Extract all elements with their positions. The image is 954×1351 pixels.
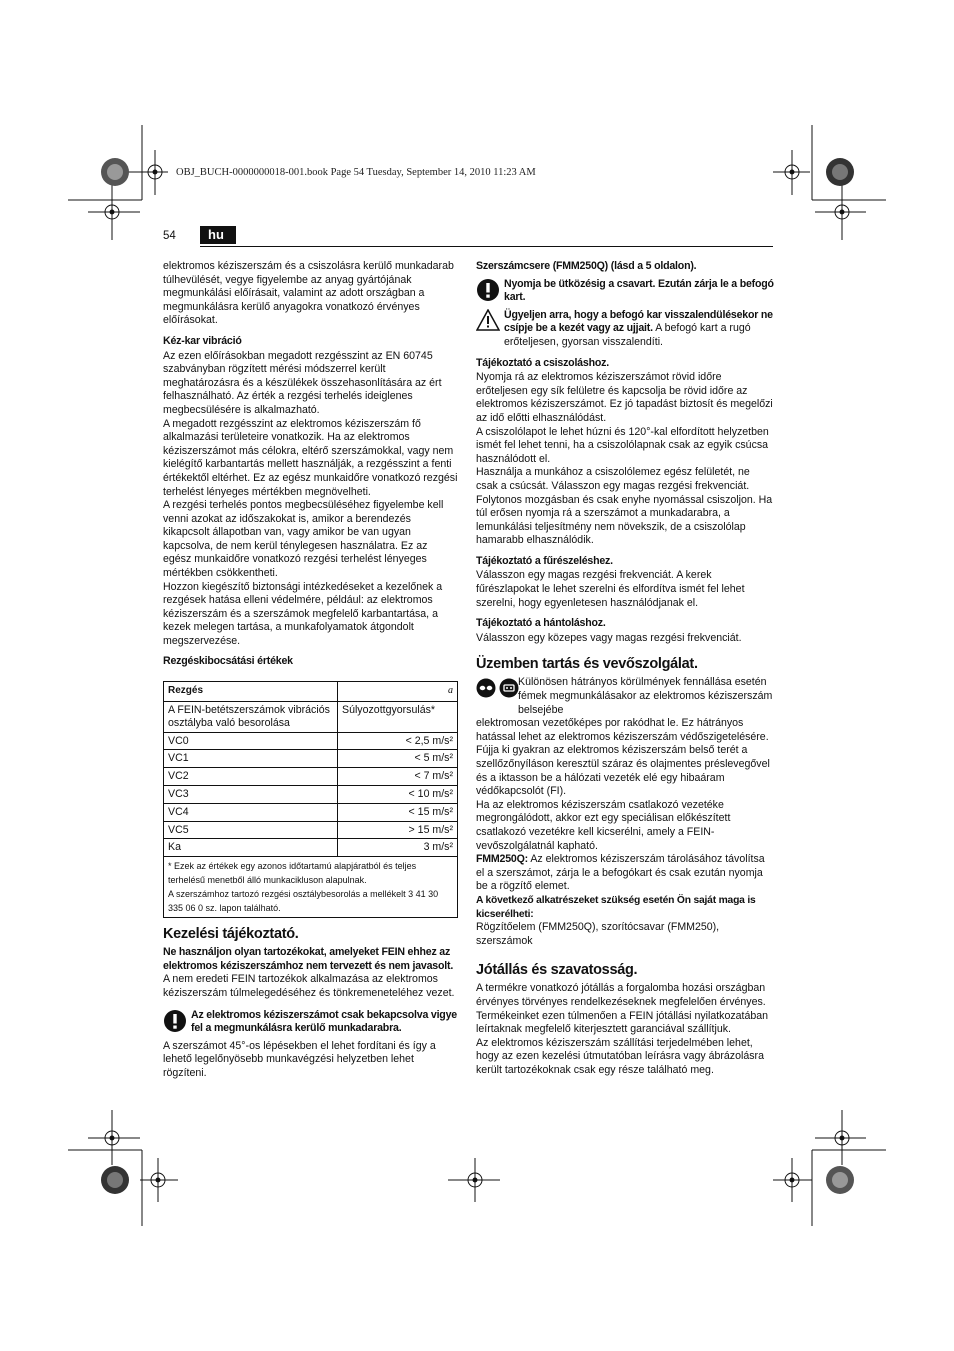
table-cell: Ka [164, 839, 338, 857]
table-cell: VC5 [164, 821, 338, 839]
eye-protection-icon [476, 678, 496, 698]
scraping-heading: Tájékoztató a hántoláshoz. [476, 617, 606, 630]
service-paragraph-2: Ha az elektromos kéziszerszám csatlakozó vezetéke megrongálódott, akkor ezt egy speciálisan előkészített csatlakozó vezetékre kell kicserélni, amely a FEIN-vevőszolgálatnál kapható. [476, 798, 731, 852]
table-footnote [164, 857, 458, 918]
attention-icon [163, 1009, 187, 1033]
table-cell: VC1 [164, 750, 338, 768]
warranty-paragraph-1: A termékre vonatkozó jótállás a forgalomba hozási országban érvényes törvényes rendelkezéseknek megfelelően érvényes. Termékeinket ezen túlmenően a FEIN jótállási nyilatkozatában leírtaknak megfelelő kiterjesztett garanciával szállítjuk. [476, 982, 769, 1036]
table-cell: > 15 m/s² [338, 821, 458, 839]
tool-warning-1-text: Nyomja be ütközésig a csavart. Ezután zárja le a befogó kart. [504, 277, 774, 304]
vibration-table [163, 681, 458, 918]
table-cell: < 10 m/s² [338, 786, 458, 804]
service-block [476, 676, 774, 798]
table-row [164, 768, 458, 786]
operating-warning-rest: A nem eredeti FEIN tartozékok alkalmazása az elektromos kéziszerszám túlmelegedéséhez és tönkremeneteléhez vezet. [163, 973, 455, 999]
sanding-paragraph-3: Használja a munkához a csiszolólemez egész felületét, ne csak a csúcsát. Válasszon egy magas rezgési frekvenciát. Folytonos mozgásban és csak enyhe nyomással csiszoljon. Ha túl erősen nyomja rá a szerszámot a munkadarabra, a lemunkálási teljesítmény nem növekszik, de a csiszolólap hamarabb elhasználódik. [476, 466, 773, 547]
table-row [164, 786, 458, 804]
language-badge: hu [200, 226, 236, 244]
table-header-vibration: Rezgés [164, 682, 338, 702]
table-cell: Súlyozottgyorsulás* [338, 702, 458, 733]
table-cell: VC0 [164, 732, 338, 750]
tool-warning-2-bold: Ügyeljen arra, hogy a befogó kar visszalendülésekor ne csípje be a kezét vagy az ujjait. [504, 308, 773, 335]
table-cell: VC4 [164, 803, 338, 821]
table-cell: VC3 [164, 786, 338, 804]
table-header-a: a [338, 682, 458, 702]
book-info-line: OBJ_BUCH-0000000018-001.book Page 54 Tuesday, September 14, 2010 11:23 AM [176, 167, 536, 178]
table-row [164, 821, 458, 839]
table-row [164, 750, 458, 768]
footnote-line-2: A szerszámhoz tartozó rezgési osztálybesorolás a mellékelt 3 41 30 335 06 0 sz. lapon található. [168, 889, 439, 914]
table-row [164, 702, 458, 733]
warranty-heading: Jótállás és szavatosság. [476, 962, 638, 979]
sawing-paragraph: Válasszon egy magas rezgési frekvenciát. A kerek fűrészlapokat le lehet szerelni és elfordítva ismét fel lehet szerelni, hogy egyenletesen használódjanak el. [476, 569, 745, 609]
tool-warning-2-rest: A befogó kart a rugó erőteljesen, gyorsan visszalendíti. [504, 322, 751, 348]
vibration-heading: Kéz-kar vibráció [163, 334, 242, 347]
sanding-heading: Tájékoztató a csiszoláshoz. [476, 356, 609, 369]
vibration-paragraph-3: A rezgési terhelés pontos megbecsüléséhez figyelembe kell venni azokat az időszakokat is, amikor a berendezés kikapcsolt állapotban van, vagy amikor be van ugyan kapcsolva, de nem kerül ténylegesen használatra. Ez az egész munkaidőre vonatkozó rezgési terhelést lényeges mértékben csökkentheti. [163, 499, 444, 580]
table-row [164, 839, 458, 857]
emission-heading: Rezgéskibocsátási értékek [163, 654, 293, 667]
operating-warning-bold: Ne használjon olyan tartozékokat, amelyeket FEIN ehhez az elektromos kéziszerszámhoz nem tervezett és nem javasolt. [163, 946, 454, 972]
parts-text: Rögzítőelem (FMM250Q), szorítócsavar (FMM250), szerszámok [476, 921, 720, 947]
service-lead-text: Különösen hátrányos körülmények fennállása esetén fémek megmunkálásakor az elektromos kéziszerszám belsejébe [518, 676, 773, 716]
operating-paragraph-1 [163, 946, 458, 1000]
service-continued-text: elektromosan vezetőképes por rakódhat le. Ez hátrányos hatással lehet az elektromos kéziszerszám védőszigetelésére. Fújja ki gyakran az elektromos kéziszerszám belső terét a szellőzőnyíláson keresztül száraz és olajmentes préslevegővel és a iktasson be a hálózati vezeték elé egy hibaáram védőkapcsolót (FI). [476, 717, 770, 798]
fmm-text: Az elektromos kéziszerszám tárolásához távolítsa el a szerszámot, zárja le a befogókart és csak ezután nyomja be a rögzítő elemet. [476, 853, 765, 893]
right-column [476, 260, 774, 1077]
table-row [164, 803, 458, 821]
operating-warning [163, 1009, 458, 1036]
tool-warning-2-text [504, 309, 774, 350]
sanding-paragraph-1: Nyomja rá az elektromos kéziszerszámot rövid időre erőteljesen egy sík felületre és kapcsolja be rövid időre az elektromos kéziszerszámot. Ez jó tapadást biztosít és megelőzi az idő előtti elhasználódást. [476, 371, 773, 424]
vibration-paragraph-4: Hozzon kiegészítő biztonsági intézkedéseket a kezelőnek a rezgések hatása elleni védelmére, például: az elektromos kéziszerszám és a szerszámok megfelelő karbantartása, a kezek melegen tartása, a munkafolyamatok átgondolt megszervezése. [163, 580, 443, 648]
intro-paragraph: elektromos kéziszerszám és a csiszolásra kerülő munkadarab túlhevülését, vegye figyelembe az anyag gyártójának megmunkálási előírásait, valamint az adott országban a megmunkálásra kerülő anyagokra vonatkozó érvényes előírásokat. [163, 260, 454, 327]
header-rule [200, 246, 773, 247]
table-cell: < 5 m/s² [338, 750, 458, 768]
sanding-paragraph-2: A csiszolólapot le lehet húzni és 120°-kal elfordított helyzetben ismét fel lehet tenni, ha a csiszolólapnak csak az egyik csúcsa használódott el. [476, 425, 769, 465]
table-cell: VC2 [164, 768, 338, 786]
tool-warning-2 [476, 309, 774, 350]
tool-change-heading: Szerszámcsere (FMM250Q) (lásd a 5 oldalon). [476, 260, 697, 272]
vibration-paragraph-1: Az ezen előírásokban megadott rezgésszint az EN 60745 szabványban rögzített mérési módszerrel került meghatározásra és a készülékek összehasonlítására az ért felhasználható. Az érték a rezgési terhelés ideiglenes megbecsülésére is alkalmazható. [163, 349, 442, 416]
warning-triangle-icon [476, 309, 500, 331]
service-icons [476, 678, 519, 703]
service-heading: Üzemben tartás és vevőszolgálat. [476, 656, 698, 673]
sawing-heading: Tájékoztató a fűrészeléshez. [476, 554, 613, 567]
attention-icon [476, 278, 500, 302]
scraping-paragraph: Válasszon egy közepes vagy magas rezgési frekvenciát. [476, 631, 742, 644]
operating-warning-text: Az elektromos kéziszerszámot csak bekapcsolva vigye fel a megmunkálásra kerülő munkadarabra. [191, 1008, 457, 1035]
operating-paragraph-2: A szerszámot 45°-os lépésekben el lehet fordítani és így a lehető legelőnyösebb munkavégzési helyzetben lehet rögzíteni. [163, 1039, 436, 1079]
vibration-paragraph-2: A megadott rezgésszint az elektromos kéziszerszám fő alkalmazási területeire vonatkozik. Ha az elektromos kéziszerszámot más célokra, eltérő szerszámokkal, vagy nem kielégítő karbantartás mellett használják, a rezgésszint a fenti értékektől eltérhet. Ez az egész munkaidőre vonatkozó rezgési terhelést lényeges mértékben megnövelheti. [163, 417, 458, 498]
page-number: 54 [163, 230, 176, 242]
electrical-safety-icon [499, 678, 519, 698]
footnote-line-1: * Ezek az értékek egy azonos időtartamú alapjáratból és teljes terhelésű menetből álló munkacikluson alapulnak. [168, 861, 417, 886]
fmm-label: FMM250Q: [476, 853, 528, 866]
warranty-paragraph-2: Az elektromos kéziszerszám szállítási terjedelmében lehet, hogy az ezen kezelési útmutatóban leírásra vagy ábrázolásra került tartozékoknak csak egy része található meg. [476, 1036, 764, 1076]
table-cell: A FEIN-betétszerszámok vibrációs osztályba való besorolása [164, 702, 338, 733]
tool-warning-1 [476, 278, 774, 305]
table-cell: < 15 m/s² [338, 803, 458, 821]
fmm-paragraph [476, 853, 774, 894]
parts-heading: A következő alkatrészeket szükség esetén Ön saját maga is kicserélheti: [476, 894, 756, 920]
table-cell: < 2,5 m/s² [338, 732, 458, 750]
left-column [163, 260, 458, 1081]
table-cell: < 7 m/s² [338, 768, 458, 786]
operating-heading: Kezelési tájékoztató. [163, 926, 299, 943]
table-row [164, 732, 458, 750]
table-cell: 3 m/s² [338, 839, 458, 857]
